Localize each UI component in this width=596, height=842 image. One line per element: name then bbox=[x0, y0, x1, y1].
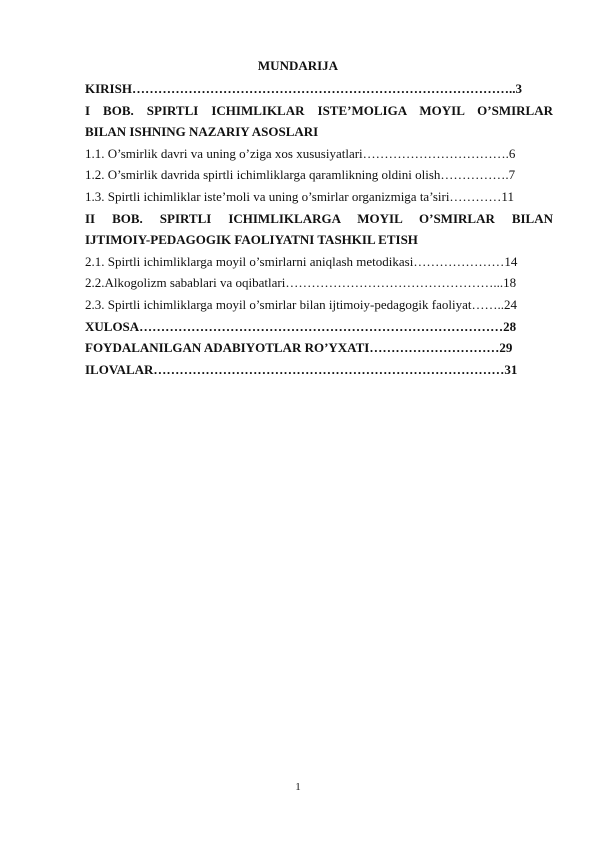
toc-entry-text: 2.2.Alkogolizm sabablari va oqibatlari…………………………………………...18 bbox=[85, 275, 517, 291]
toc-entry bbox=[85, 229, 553, 251]
toc-entry-text: 1.1. O’smirlik davri va uning o’ziga xos xususiyatlari…………………………….6 bbox=[85, 145, 516, 161]
toc-entry bbox=[85, 121, 553, 143]
toc-entry bbox=[85, 294, 553, 316]
toc-entry-text: FOYDALANILGAN ADABIYOTLAR RO’YXATI…………………………29 bbox=[85, 340, 513, 356]
toc-entry-text: II BOB. SPIRTLI ICHIMLIKLARGA MOYIL O’SMIRLAR BILAN bbox=[85, 210, 553, 226]
page-number: 1 bbox=[295, 781, 301, 793]
toc-entry bbox=[85, 359, 553, 381]
toc-entry bbox=[85, 337, 553, 359]
toc-entry-text: KIRISH……………………………………………………………………………..3 bbox=[85, 81, 522, 96]
toc-entry bbox=[85, 78, 553, 100]
toc-entry bbox=[85, 251, 553, 273]
toc-entry-text: BILAN ISHNING NAZARIY ASOSLARI bbox=[85, 124, 319, 140]
toc-entry bbox=[85, 186, 553, 208]
toc-entry bbox=[85, 208, 553, 230]
toc-entry-text: I BOB. SPIRTLI ICHIMLIKLAR ISTE’MOLIGA MOYIL O’SMIRLAR bbox=[85, 102, 553, 118]
toc-entry-text: XULOSA…………………………………………………………………………28 bbox=[85, 318, 517, 334]
toc-entry-text: 1.3. Spirtli ichimliklar iste’moli va uning o’smirlar organizmiga ta’siri…………11 bbox=[85, 188, 514, 204]
toc-entry-text: 2.3. Spirtli ichimliklarga moyil o’smirlar bilan ijtimoiy-pedagogik faoliyat……..24 bbox=[85, 296, 517, 312]
toc-entry-text: IJTIMOIY-PEDAGOGIK FAOLIYATNI TASHKIL ETISH bbox=[85, 232, 418, 248]
table-of-contents bbox=[85, 78, 553, 380]
toc-entry bbox=[85, 143, 553, 165]
toc-entry bbox=[85, 316, 553, 338]
toc-entry-text: 1.2. O’smirlik davrida spirtli ichimliklarga qaramlikning oldini olish…………….7 bbox=[85, 167, 516, 183]
page-title: MUNDARIJA bbox=[257, 58, 339, 73]
toc-entry-text: ILOVALAR………………………………………………………………………31 bbox=[85, 361, 518, 377]
toc-entry-text: 2.1. Spirtli ichimliklarga moyil o’smirlarni aniqlash metodikasi…………………14 bbox=[85, 253, 518, 269]
toc-entry bbox=[85, 272, 553, 294]
toc-entry bbox=[85, 100, 553, 122]
toc-entry bbox=[85, 164, 553, 186]
